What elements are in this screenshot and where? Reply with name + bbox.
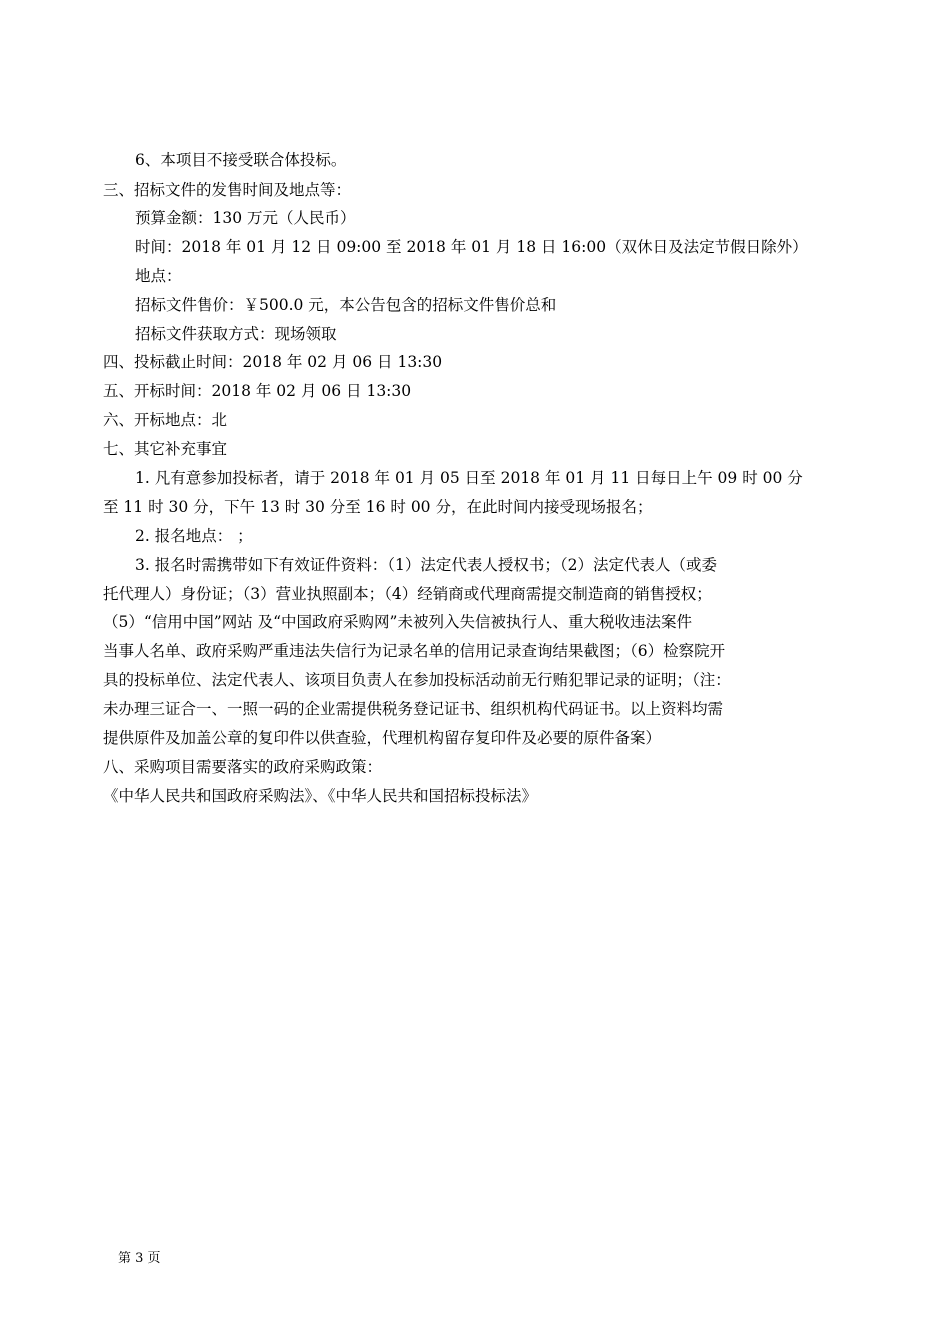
supplement-1-line-1: 1. 凡有意参加投标者，请于 2018 年 01 月 05 日至 2018 年 01 月 11 日每日上午 09 时 00 分 (135, 469, 803, 487)
procurement-laws: 《中华人民共和国政府采购法》、《中华人民共和国招标投标法》 (103, 787, 538, 805)
budget-amount: 预算金额：130 万元（人民币） (135, 209, 356, 227)
acquisition-method: 招标文件获取方式：现场领取 (135, 325, 337, 343)
item-6-consortium: 6、本项目不接受联合体投标。 (135, 151, 347, 169)
supplement-3-line-3: （5）“信用中国”网站 及“中国政府采购网”未被列入失信被执行人、重大税收违法案件 (103, 613, 692, 631)
section-7-heading: 七、其它补充事宜 (103, 440, 228, 458)
sale-time: 时间：2018 年 01 月 12 日 09:00 至 2018 年 01 月 18 日 16:00（双休日及法定节假日除外） (135, 238, 808, 256)
supplement-3-line-7: 提供原件及加盖公章的复印件以供查验，代理机构留存复印件及必要的原件备案） (103, 729, 662, 747)
section-5-opening-time: 五、开标时间：2018 年 02 月 06 日 13:30 (103, 382, 412, 400)
supplement-3-line-5: 具的投标单位、法定代表人、该项目负责人在参加投标活动前无行贿犯罪记录的证明；（注： (103, 671, 731, 689)
supplement-2-registration-location: 2. 报名地点： ； (135, 527, 253, 545)
supplement-1-line-2: 至 11 时 30 分，下午 13 时 30 分至 16 时 00 分，在此时间内接受现场报名； (103, 498, 653, 516)
supplement-3-line-1: 3. 报名时需携带如下有效证件资料：（1）法定代表人授权书；（2）法定代表人（或委 (135, 556, 717, 574)
sale-location: 地点： (135, 267, 182, 285)
supplement-3-line-2: 托代理人）身份证；（3）营业执照副本；（4）经销商或代理商需提交制造商的销售授权； (103, 585, 712, 603)
section-4-deadline: 四、投标截止时间：2018 年 02 月 06 日 13:30 (103, 353, 443, 371)
section-8-heading: 八、采购项目需要落实的政府采购政策： (103, 758, 383, 776)
supplement-3-line-6: 未办理三证合一、一照一码的企业需提供税务登记证书、组织机构代码证书。以上资料均需 (103, 700, 724, 718)
section-6-opening-location: 六、开标地点：北 (103, 411, 228, 429)
page-number: 第 3 页 (118, 1251, 161, 1266)
section-3-heading: 三、招标文件的发售时间及地点等： (103, 181, 352, 199)
document-price: 招标文件售价：￥500.0 元，本公告包含的招标文件售价总和 (135, 296, 557, 314)
supplement-3-line-4: 当事人名单、政府采购严重违法失信行为记录名单的信用记录查询结果截图；（6）检察院开 (103, 642, 726, 660)
